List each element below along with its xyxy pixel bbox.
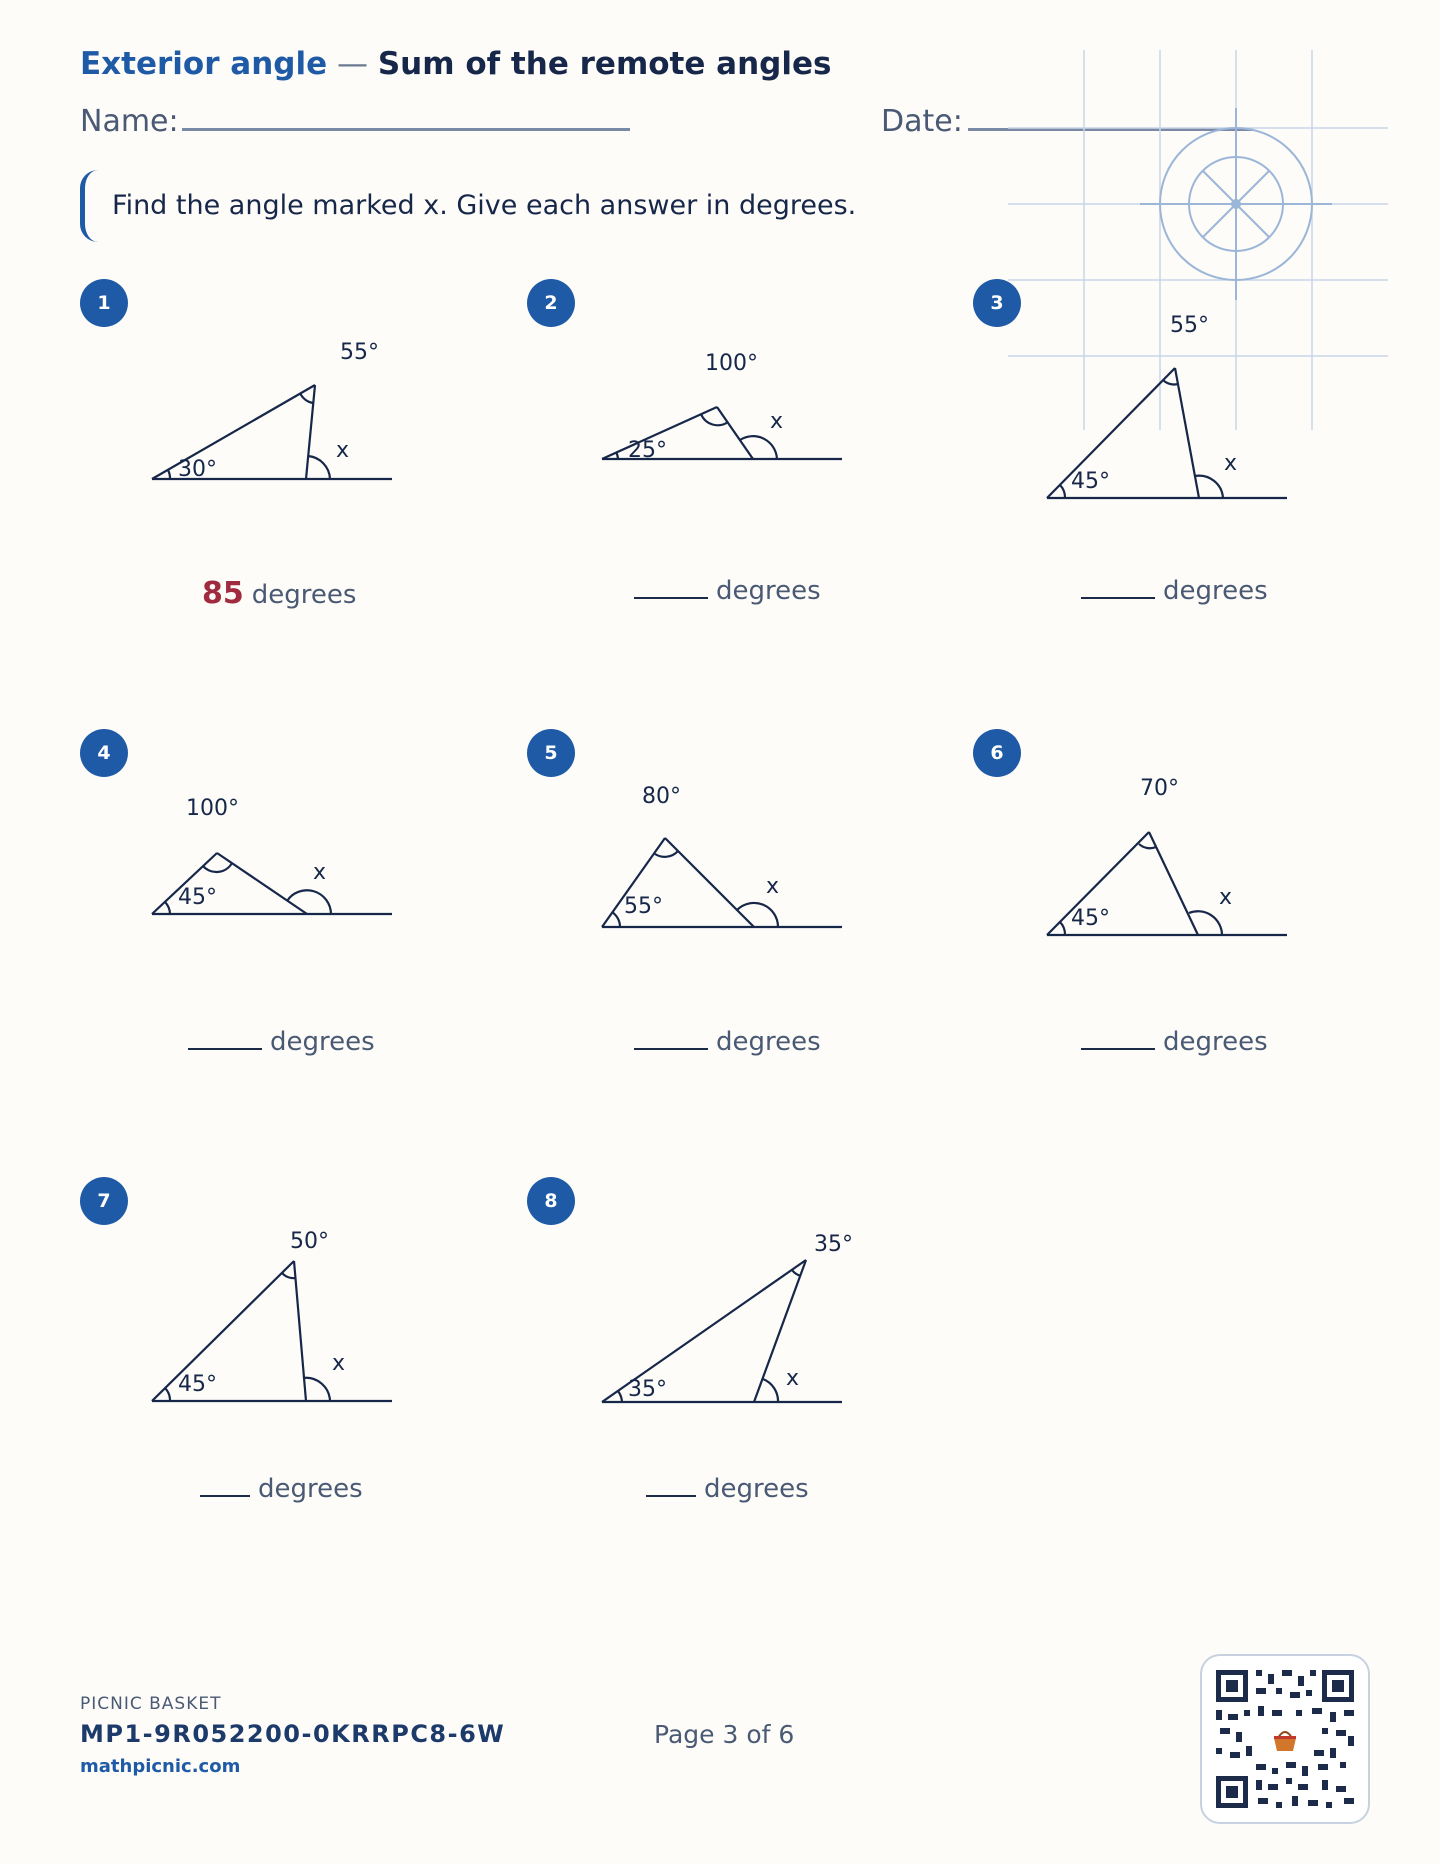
title-subtopic: Sum of the remote angles: [377, 46, 832, 82]
answer-unit: degrees: [716, 576, 821, 606]
problem-number-badge: 5: [527, 729, 575, 777]
problem-number-badge: 6: [973, 729, 1021, 777]
problem-number-badge: 3: [973, 279, 1021, 327]
name-label: Name:: [80, 104, 179, 139]
angle-label-left: 35°: [628, 1377, 667, 1402]
unknown-angle-x: x: [313, 860, 327, 885]
answer-line[interactable]: [200, 1474, 363, 1504]
angle-label-top: 55°: [1170, 313, 1209, 338]
problem-number-badge: 8: [527, 1177, 575, 1225]
date-label: Date:: [881, 104, 963, 139]
worksheet-code: MP1-9R052200-0KRRPC8-6W: [80, 1720, 506, 1748]
answer-blank[interactable]: [188, 1047, 262, 1050]
unknown-angle-x: x: [766, 874, 780, 899]
instruction-bracket: [80, 170, 99, 242]
problem-number-badge: 7: [80, 1177, 128, 1225]
answer-unit: degrees: [270, 1027, 375, 1057]
answer-line[interactable]: [1081, 1027, 1268, 1057]
angle-label-top: 70°: [1140, 776, 1179, 801]
title-topic: Exterior angle: [80, 46, 328, 82]
angle-label-top: 100°: [186, 796, 239, 821]
page-indicator: Page 3 of 6: [654, 1720, 795, 1749]
angle-label-top: 100°: [705, 351, 758, 376]
answer-unit: degrees: [258, 1474, 363, 1504]
answer-unit: degrees: [1163, 576, 1268, 606]
qr-code-icon: [1202, 1656, 1368, 1822]
problem-number-badge: 4: [80, 729, 128, 777]
triangle-figure: [1035, 300, 1305, 510]
site-link[interactable]: mathpicnic.com: [80, 1756, 241, 1777]
unknown-angle-x: x: [1219, 885, 1233, 910]
answer-line[interactable]: [202, 576, 356, 611]
angle-label-top: 55°: [340, 340, 379, 365]
triangle-figure: [140, 780, 410, 950]
answer-line[interactable]: [1081, 576, 1268, 606]
unknown-angle-x: x: [1224, 451, 1238, 476]
triangle-figure: [590, 330, 860, 510]
answer-unit: degrees: [251, 580, 357, 610]
angle-label-left: 45°: [1071, 469, 1110, 494]
answer-value: 85: [202, 576, 244, 611]
instructions-text: Find the angle marked x. Give each answer in degrees.: [112, 190, 857, 221]
answer-line[interactable]: [634, 576, 821, 606]
triangle-figure: [590, 1220, 860, 1410]
answer-blank[interactable]: [646, 1494, 696, 1497]
unknown-angle-x: x: [770, 409, 784, 434]
answer-unit: degrees: [1163, 1027, 1268, 1057]
problem-number-badge: 2: [527, 279, 575, 327]
qr-code: [1200, 1654, 1370, 1824]
answer-line[interactable]: [634, 1027, 821, 1057]
unknown-angle-x: x: [336, 438, 350, 463]
angle-label-left: 30°: [178, 457, 217, 482]
triangle-figure: [140, 1220, 410, 1410]
triangle-figure: [590, 770, 860, 950]
angle-label-top: 50°: [290, 1229, 329, 1254]
answer-blank[interactable]: [200, 1494, 250, 1497]
angle-label-top: 80°: [642, 784, 681, 809]
triangle-figure: [140, 330, 410, 510]
angle-label-left: 45°: [178, 1372, 217, 1397]
angle-label-left: 25°: [628, 438, 667, 463]
angle-label-left: 45°: [178, 885, 217, 910]
answer-blank[interactable]: [1081, 1047, 1155, 1050]
answer-line[interactable]: [188, 1027, 375, 1057]
answer-blank[interactable]: [1081, 596, 1155, 599]
title-separator: —: [327, 46, 378, 82]
answer-unit: degrees: [704, 1474, 809, 1504]
problem-number-badge: 1: [80, 279, 128, 327]
answer-blank[interactable]: [634, 1047, 708, 1050]
unknown-angle-x: x: [786, 1366, 800, 1391]
angle-label-top: 35°: [814, 1232, 853, 1257]
brand-name: PICNIC BASKET: [80, 1694, 222, 1714]
triangle-figure: [1035, 770, 1305, 950]
answer-line[interactable]: [646, 1474, 809, 1504]
name-line[interactable]: [182, 128, 630, 131]
angle-label-left: 45°: [1071, 906, 1110, 931]
unknown-angle-x: x: [332, 1351, 346, 1376]
answer-blank[interactable]: [634, 596, 708, 599]
worksheet-title: [80, 46, 831, 82]
answer-unit: degrees: [716, 1027, 821, 1057]
angle-label-left: 55°: [624, 894, 663, 919]
